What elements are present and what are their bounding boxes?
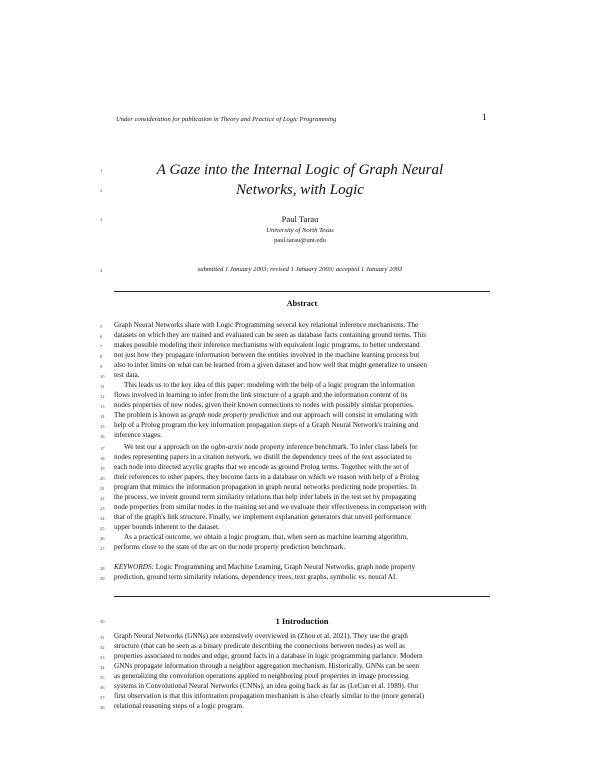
keywords-label: KEYWORDS: xyxy=(114,563,154,571)
abstract-line: their references to other papers, they become facts in a database on which we reason with help of a Prolog xyxy=(114,473,419,481)
abstract-line: nodes representing papers in a citation network, we distill the dependency trees of the text associated to xyxy=(114,453,412,461)
keywords-line: prediction, ground term similarity relations, dependency trees, text graphs, symbolic vs. neural AI. xyxy=(114,573,398,581)
abstract-line: each node into directed acyclic graphs that we encode as ground Prolog terms. Together with the set of xyxy=(114,463,410,471)
keywords-line xyxy=(114,563,415,572)
author-affiliation: University of North Texas xyxy=(266,227,334,234)
line-number: 27 xyxy=(100,546,105,551)
line-number: 10 xyxy=(100,374,105,379)
line-number: 26 xyxy=(100,536,105,541)
line-number: 25 xyxy=(100,526,105,531)
line-number: 11 xyxy=(100,384,105,389)
line-number: 9 xyxy=(100,364,103,369)
abstract-top-rule xyxy=(114,291,490,292)
title-line: Networks, with Logic xyxy=(236,182,364,198)
line-number: 32 xyxy=(100,645,105,650)
abstract-bottom-rule xyxy=(114,596,490,597)
line-number: 28 xyxy=(100,566,105,571)
title-line: A Gaze into the Internal Logic of Graph Neural xyxy=(156,162,444,178)
abstract-line: The problem is known as graph node property prediction and our approach will consist in emulating with xyxy=(114,411,418,419)
line-number: 12 xyxy=(100,394,105,399)
line-number: 29 xyxy=(100,576,105,581)
abstract-line: nodes properties of new nodes, given their known connections to nodes with possibly similar properties. xyxy=(114,401,414,409)
line-number: 13 xyxy=(100,404,105,409)
line-number: 1 xyxy=(100,168,103,173)
submission-dates: submitted 1 January 2003; revised 1 January 2003; accepted 1 January 2003 xyxy=(197,266,403,273)
abstract-line: help of a Prolog program the key information propagation steps of a Graph Neural Network's training and xyxy=(114,421,419,429)
line-number: 22 xyxy=(100,496,105,501)
abstract-line: datasets on which they are trained and evaluated can be seen as database facts containing ground terms. This xyxy=(114,331,427,339)
abstract-line: the process, we invent ground term similarity relations that help infer labels in the test set by propagating xyxy=(114,493,417,501)
line-number: 6 xyxy=(100,334,103,339)
abstract-line: Graph Neural Networks share with Logic Programming several key relational inference mechanisms. The xyxy=(114,321,419,329)
line-number: 17 xyxy=(100,446,105,451)
intro-line: GNNs propagate information through a neighbor aggregation mechanism. Historically, GNNs can be seen xyxy=(114,662,419,670)
running-head: Under consideration for publication in Theory and Practice of Logic Programming xyxy=(116,116,337,123)
line-number: 8 xyxy=(100,354,103,359)
author-email: paul.tarau@unt.edu xyxy=(274,237,326,244)
line-number: 5 xyxy=(100,324,103,329)
line-number: 18 xyxy=(100,456,105,461)
intro-line: Graph Neural Networks (GNNs) are extensively overviewed in (Zhou et al. 2021). They use the graph xyxy=(114,632,408,640)
abstract-line: flows involved in learning to infer from the link structure of a graph and the information content of its xyxy=(114,391,408,399)
line-number: 36 xyxy=(100,685,105,690)
line-number: 19 xyxy=(100,466,105,471)
emphasized-term: graph node property prediction xyxy=(188,411,279,419)
line-number: 35 xyxy=(100,675,105,680)
abstract-line: makes possible modeling their inference mechanisms with equivalent logic programs, to better understand xyxy=(114,341,420,349)
abstract-line: performs close to the state of the art on the node property prediction benchmark. xyxy=(114,543,346,551)
line-number: 14 xyxy=(100,414,105,419)
line-number: 16 xyxy=(100,434,105,439)
abstract-line: not just how they propagate information between the entities involved in the machine learning process but xyxy=(114,351,420,359)
section-heading-introduction: 1 Introduction xyxy=(275,616,329,626)
abstract-heading: Abstract xyxy=(286,299,318,308)
intro-line: properties associated to nodes and edge, ground facts in a database in logic programming parlance. Modern xyxy=(114,652,423,660)
line-number: 21 xyxy=(100,486,105,491)
intro-line: systems in Convolutional Neural Networks (CNNs), an idea going back as far as (LeCun et al. 1989). Our xyxy=(114,682,419,690)
line-number: 24 xyxy=(100,516,105,521)
abstract-line: also to infer limits on what can be learned from a given dataset and how well that might generalize to unseen xyxy=(114,361,427,369)
line-number: 34 xyxy=(100,665,105,670)
abstract-line: This leads us to the key idea of this paper: modeling with the help of a logic program the information xyxy=(124,381,415,389)
line-number: 15 xyxy=(100,424,105,429)
line-number: 38 xyxy=(100,705,105,710)
line-number: 30 xyxy=(100,619,105,624)
abstract-line: inference stages. xyxy=(114,431,162,439)
emphasized-term: ogbn-arxiv xyxy=(211,443,243,451)
intro-line: relational reasoning steps of a logic program. xyxy=(114,702,244,710)
abstract-line: We test our a approach on the ogbn-arxiv node property inference benchmark. To infer class labels for xyxy=(124,443,418,451)
paper-title xyxy=(110,160,490,200)
abstract-line: that of the graph's link structure. Finally, we implement explanation generators that unveil performance xyxy=(114,513,411,521)
keywords-text: Logic Programming and Machine Learning, Graph Neural Networks, graph node property xyxy=(155,563,416,571)
author-name: Paul Tarau xyxy=(281,214,319,224)
line-number: 3 xyxy=(100,217,103,222)
abstract-line: program that mimics the information propagation in graph neural networks predicting node properties. In xyxy=(114,483,417,491)
line-number: 7 xyxy=(100,344,103,349)
line-number: 2 xyxy=(100,188,103,193)
page-number: 1 xyxy=(482,113,487,123)
line-number: 31 xyxy=(100,635,105,640)
line-number: 20 xyxy=(100,476,105,481)
line-number: 33 xyxy=(100,655,105,660)
line-number: 37 xyxy=(100,695,105,700)
line-number: 23 xyxy=(100,506,105,511)
intro-line: structure (that can be seen as a binary predicate describing the connections between nodes) as well as xyxy=(114,642,405,650)
intro-line: as generalizing the convolution operations applied to neighboring pixel properties in image processing xyxy=(114,672,409,680)
abstract-line: node properties from similar nodes in the training set and we evaluate their effectiveness in comparison with xyxy=(114,503,427,511)
abstract-line: test data. xyxy=(114,371,140,379)
line-number: 4 xyxy=(100,268,103,273)
abstract-line: As a practical outcome, we obtain a logic program, that, when seen as machine learning algorithm, xyxy=(124,533,409,541)
abstract-line: upper bounds inherent to the dataset. xyxy=(114,523,220,531)
intro-line: first observation is that this information propagation mechanism is also clearly similar to the (more general) xyxy=(114,692,424,700)
